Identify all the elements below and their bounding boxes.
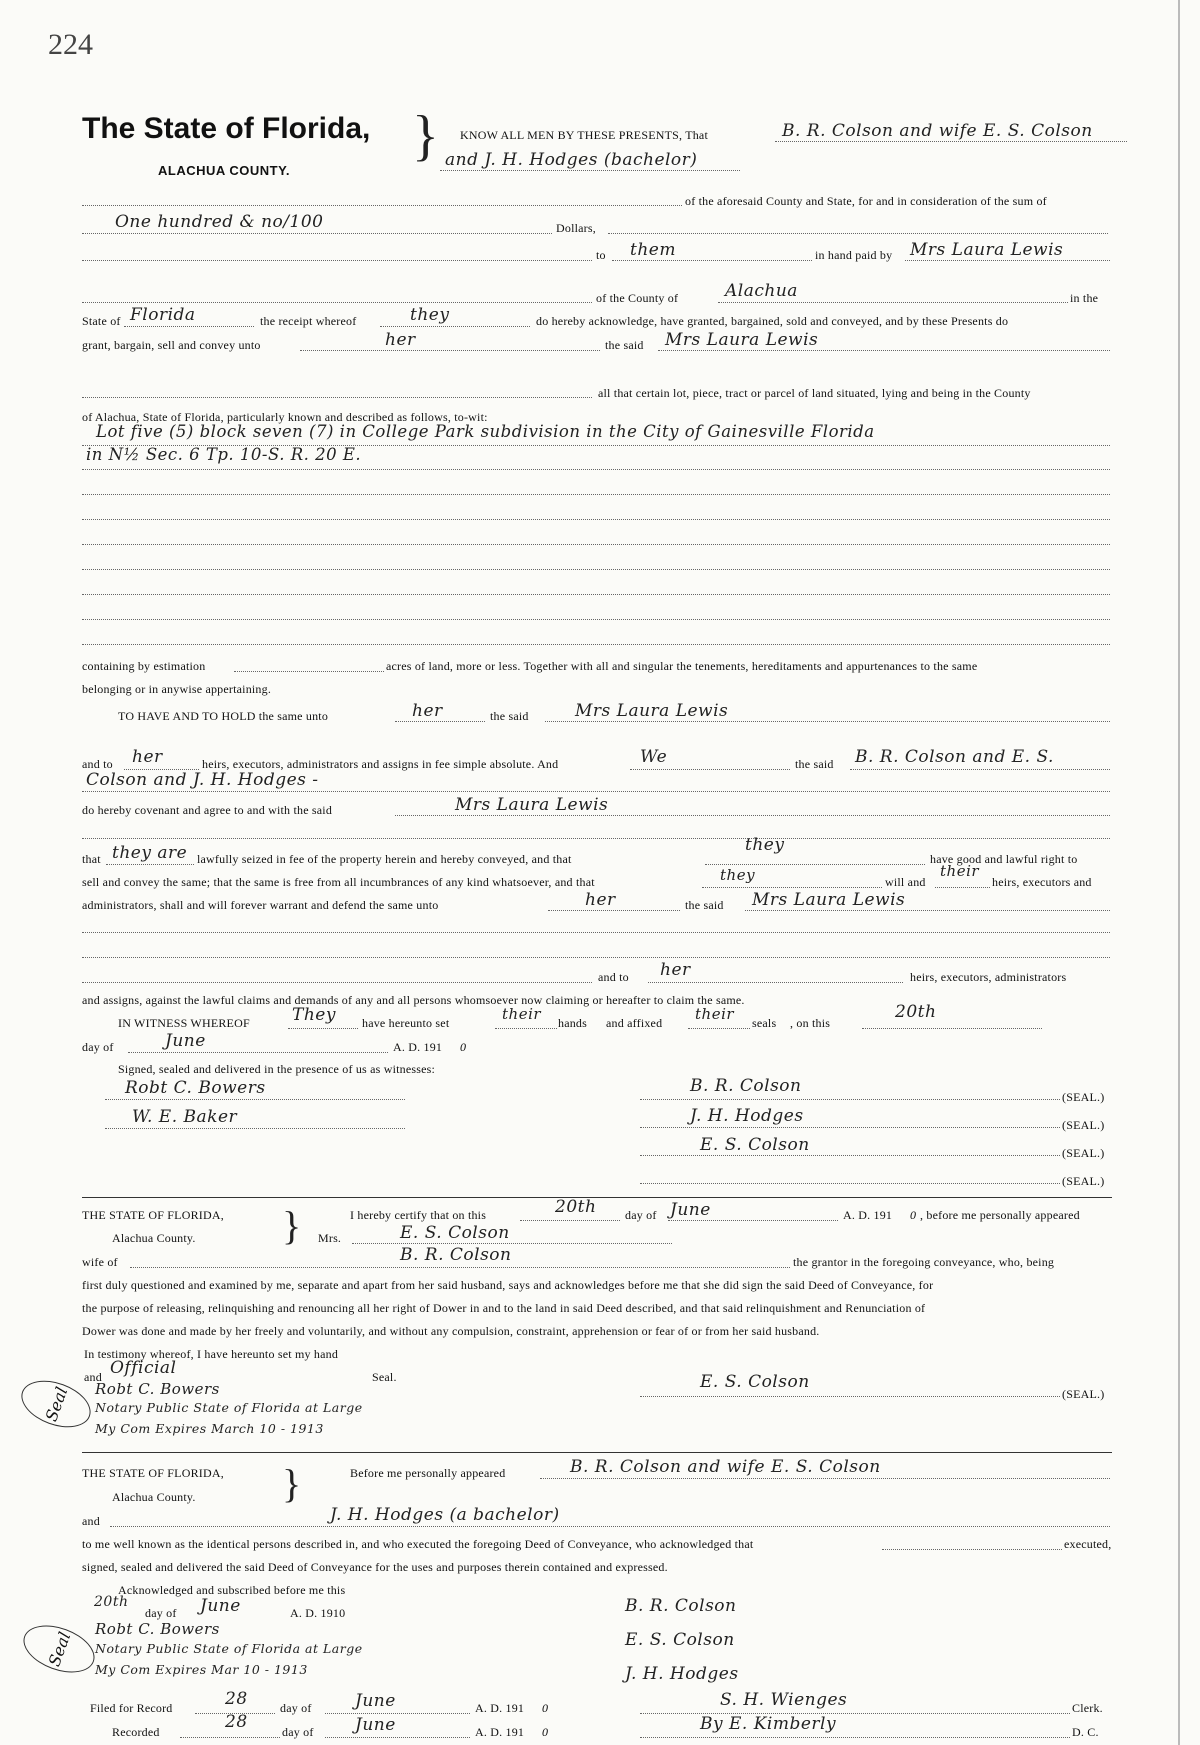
grantor-signature-1: B. R. Colson bbox=[690, 1076, 802, 1096]
deputy-clerk-signature: By E. Kimberly bbox=[700, 1714, 837, 1734]
ack-notary-1: Robt C. Bowers bbox=[95, 1620, 220, 1638]
heirs-admin-text: heirs, executors, administrators bbox=[910, 970, 1067, 984]
seal-label-1: (SEAL.) bbox=[1062, 1090, 1105, 1104]
recorded-day-of: day of bbox=[282, 1725, 314, 1739]
dower-year: 0 bbox=[910, 1208, 917, 1222]
the-said-label: the said bbox=[605, 338, 644, 352]
clerk-signature: S. H. Wienges bbox=[720, 1690, 848, 1710]
will-and-text: will and bbox=[885, 875, 926, 889]
ack-para-1: to me well known as the identical persons described in, and who executed the foregoing Deed of Conveyance, who acknowledged that bbox=[82, 1537, 754, 1551]
covenant-name: Mrs Laura Lewis bbox=[455, 795, 609, 815]
dower-notary-3: My Com Expires March 10 - 1913 bbox=[95, 1421, 324, 1436]
ack-signature-3: J. H. Hodges bbox=[625, 1664, 739, 1684]
dower-brace: } bbox=[282, 1203, 302, 1248]
page-number: 224 bbox=[48, 28, 93, 61]
hands-label: hands bbox=[558, 1016, 587, 1030]
ack-brace: } bbox=[282, 1461, 302, 1506]
witness-day: 20th bbox=[895, 1002, 937, 1022]
dower-county: Alachua County. bbox=[112, 1231, 196, 1245]
state-name: Florida bbox=[130, 305, 196, 325]
witness1-signature: Robt C. Bowers bbox=[125, 1078, 266, 1098]
dower-signature: E. S. Colson bbox=[700, 1372, 810, 1392]
ack-and: and bbox=[82, 1514, 100, 1528]
seal-label-3: (SEAL.) bbox=[1062, 1146, 1105, 1160]
habendum-pronoun: her bbox=[412, 701, 443, 721]
ack-signature-1: B. R. Colson bbox=[625, 1596, 737, 1616]
dower-para-2: the purpose of releasing, relinquishing and renouncing all her right of Dower in and to the land in said Deed described, and that said relinquishment and Renunciation of bbox=[82, 1301, 926, 1315]
dollars-label: Dollars, bbox=[556, 221, 596, 235]
legal-description-1: Lot five (5) block seven (7) in College Park subdivision in the City of Gainesville Florida bbox=[96, 422, 875, 441]
seals-label: seals bbox=[752, 1016, 777, 1030]
official-word: Official bbox=[110, 1358, 177, 1378]
seal-label-4: (SEAL.) bbox=[1062, 1174, 1105, 1188]
in-witness-text: IN WITNESS WHEREOF bbox=[118, 1016, 250, 1030]
ack-acknowledged: Acknowledged and subscribed before me this bbox=[118, 1583, 346, 1597]
dower-notary-1: Robt C. Bowers bbox=[95, 1380, 220, 1398]
seal-label-2: (SEAL.) bbox=[1062, 1118, 1105, 1132]
recorded-day: 28 bbox=[225, 1712, 248, 1732]
have-good-text: have good and lawful right to bbox=[930, 852, 1078, 866]
ack-before-me: Before me personally appeared bbox=[350, 1466, 506, 1480]
testimony-text: In testimony whereof, I have hereunto set my hand bbox=[84, 1347, 339, 1361]
ack-day: 20th bbox=[94, 1594, 129, 1610]
seizin-her: her bbox=[585, 890, 616, 910]
to-label: to bbox=[596, 248, 606, 262]
dower-day: 20th bbox=[555, 1197, 597, 1217]
seal-word: Seal. bbox=[372, 1370, 397, 1384]
county-name: Alachua bbox=[725, 281, 798, 301]
to-have-text: TO HAVE AND TO HOLD the same unto bbox=[118, 709, 329, 723]
seizin-said: the said bbox=[685, 898, 724, 912]
consideration-text: of the aforesaid County and State, for and in consideration of the sum of bbox=[685, 194, 1047, 208]
sum-value: One hundred & no/100 bbox=[115, 212, 324, 232]
county-heading: ALACHUA COUNTY. bbox=[158, 163, 290, 178]
dower-and: and bbox=[84, 1370, 102, 1384]
witness-pronoun: They bbox=[292, 1005, 336, 1025]
state-of-label: State of bbox=[82, 314, 121, 328]
dc-label: D. C. bbox=[1072, 1725, 1099, 1739]
filed-day-of: day of bbox=[280, 1701, 312, 1715]
seizin-and-to: and to bbox=[598, 970, 629, 984]
wife-of-label: wife of bbox=[82, 1255, 118, 1269]
heirs-exec-text: heirs, executors and bbox=[992, 875, 1092, 889]
ack-ad: A. D. 1910 bbox=[290, 1606, 346, 1620]
grant-unto-text: grant, bargain, sell and convey unto bbox=[82, 338, 261, 352]
on-this-label: , on this bbox=[790, 1016, 831, 1030]
ack-names-1: B. R. Colson and wife E. S. Colson bbox=[570, 1457, 881, 1477]
their-2: their bbox=[695, 1005, 735, 1023]
ack-notary-3: My Com Expires Mar 10 - 1913 bbox=[95, 1662, 308, 1677]
and-affixed: and affixed bbox=[606, 1016, 663, 1030]
county-of-label: of the County of bbox=[596, 291, 679, 305]
certify-text: I hereby certify that on this bbox=[350, 1208, 487, 1222]
recorded-year: 0 bbox=[542, 1725, 549, 1739]
acres-text: acres of land, more or less. Together with all and singular the tenements, hereditaments and appurtenances to the same bbox=[386, 659, 978, 673]
ack-county: Alachua County. bbox=[112, 1490, 196, 1504]
receipt-label: the receipt whereof bbox=[260, 314, 357, 328]
habendum-said-2: the said bbox=[795, 757, 834, 771]
page-edge-line bbox=[1178, 0, 1180, 1745]
ack-state: THE STATE OF FLORIDA, bbox=[82, 1466, 224, 1480]
witness-month: June bbox=[165, 1031, 206, 1051]
mrs-label: Mrs. bbox=[318, 1231, 342, 1245]
grantor-signature-3: E. S. Colson bbox=[700, 1135, 810, 1155]
grantors-line2: and J. H. Hodges (bachelor) bbox=[445, 150, 698, 170]
habendum-said: the said bbox=[490, 709, 529, 723]
grantors-line1: B. R. Colson and wife E. S. Colson bbox=[782, 121, 1093, 141]
filed-year: 0 bbox=[542, 1701, 549, 1715]
ack-notary-2: Notary Public State of Florida at Large bbox=[95, 1641, 363, 1656]
section-divider-2 bbox=[82, 1452, 1112, 1453]
ack-day-of: day of bbox=[145, 1606, 177, 1620]
administrators-text: administrators, shall and will forever warrant and defend the same unto bbox=[82, 898, 439, 912]
signed-sealed-text: Signed, sealed and delivered in the presence of us as witnesses: bbox=[118, 1062, 436, 1076]
ack-executed: executed, bbox=[1064, 1537, 1112, 1551]
they-are: they are bbox=[112, 843, 188, 863]
of-alachua-text: of Alachua, State of Florida, particularly known and described as follows, to-wit: bbox=[82, 410, 488, 424]
habendum-name: Mrs Laura Lewis bbox=[575, 701, 729, 721]
section-divider-1 bbox=[82, 1197, 1112, 1198]
lawfully-text: lawfully seized in fee of the property herein and hereby conveyed, and that bbox=[197, 852, 572, 866]
filed-day: 28 bbox=[225, 1689, 248, 1709]
grantor-signature-2: J. H. Hodges bbox=[690, 1106, 804, 1126]
know-all-text: KNOW ALL MEN BY THESE PRESENTS, That bbox=[460, 128, 708, 142]
habendum-grantors-2: Colson and J. H. Hodges - bbox=[86, 770, 319, 790]
seizin-and-to-pronoun: her bbox=[660, 960, 691, 980]
to-whom: them bbox=[630, 240, 676, 260]
their-word: their bbox=[940, 862, 980, 880]
dower-day-of: day of bbox=[625, 1208, 657, 1222]
covenant-text: do hereby covenant and agree to and with the said bbox=[82, 803, 333, 817]
mrs-name: E. S. Colson bbox=[400, 1223, 510, 1243]
filed-ad: A. D. 191 bbox=[475, 1701, 525, 1715]
grantee-name: Mrs Laura Lewis bbox=[665, 330, 819, 350]
dower-seal-label: (SEAL.) bbox=[1062, 1387, 1105, 1401]
recorded-month: June bbox=[355, 1715, 396, 1735]
recorded-ad: A. D. 191 bbox=[475, 1725, 525, 1739]
witness-ad: A. D. 191 bbox=[393, 1040, 443, 1054]
dower-para-1: first duly questioned and examined by me, separate and apart from her said husband, says and acknowledges before me that she did sign the said Deed of Conveyance, for bbox=[82, 1278, 934, 1292]
and-to-pronoun: her bbox=[132, 747, 163, 767]
witness2-signature: W. E. Baker bbox=[132, 1107, 238, 1127]
dower-before-me: , before me personally appeared bbox=[920, 1208, 1080, 1222]
have-hereunto: have hereunto set bbox=[362, 1016, 450, 1030]
ack-month: June bbox=[200, 1596, 241, 1616]
paid-by-name: Mrs Laura Lewis bbox=[910, 240, 1064, 260]
assigns-text: and assigns, against the lawful claims and demands of any and all persons whomsoever now claiming or hereafter to claim the same. bbox=[82, 993, 745, 1007]
all-that-certain-text: all that certain lot, piece, tract or parcel of land situated, lying and being in the County bbox=[598, 386, 1031, 400]
dower-state: THE STATE OF FLORIDA, bbox=[82, 1208, 224, 1222]
ack-signature-2: E. S. Colson bbox=[625, 1630, 735, 1650]
grantee-pronoun: her bbox=[385, 330, 416, 350]
heirs-text: heirs, executors, administrators and assigns in fee simple absolute. And bbox=[202, 757, 559, 771]
belonging-text: belonging or in anywise appertaining. bbox=[82, 682, 272, 696]
we-word: We bbox=[640, 747, 668, 767]
sell-convey-text: sell and convey the same; that the same is free from all incumbrances of any kind whatsoever, and that bbox=[82, 875, 595, 889]
and-to-label: and to bbox=[82, 757, 113, 771]
recorded-label: Recorded bbox=[112, 1725, 160, 1739]
dower-ad: A. D. 191 bbox=[843, 1208, 893, 1222]
filed-label: Filed for Record bbox=[90, 1701, 173, 1715]
legal-description-2: in N½ Sec. 6 Tp. 10-S. R. 20 E. bbox=[86, 445, 362, 464]
ack-names-2: J. H. Hodges (a bachelor) bbox=[330, 1505, 560, 1525]
their-1: their bbox=[502, 1005, 542, 1023]
paid-by-label: in hand paid by bbox=[815, 248, 893, 262]
dower-para-3: Dower was done and made by her freely and voluntarily, and without any compulsion, constraint, apprehension or fear of or from her said husband. bbox=[82, 1324, 820, 1338]
receipt-pronoun: they bbox=[410, 305, 450, 325]
witness-day-of: day of bbox=[82, 1040, 114, 1054]
witness-year: 0 bbox=[460, 1040, 467, 1054]
they-2: they bbox=[720, 866, 756, 884]
habendum-grantors-1: B. R. Colson and E. S. bbox=[855, 747, 1054, 767]
filed-month: June bbox=[355, 1691, 396, 1711]
dower-notary-2: Notary Public State of Florida at Large bbox=[95, 1400, 363, 1415]
clerk-label: Clerk. bbox=[1072, 1701, 1103, 1715]
ack-para-2: signed, sealed and delivered the said Deed of Conveyance for the uses and purposes therein contained and expressed. bbox=[82, 1560, 668, 1574]
containing-text: containing by estimation bbox=[82, 659, 206, 673]
in-the-label: in the bbox=[1070, 291, 1099, 305]
seizin-name: Mrs Laura Lewis bbox=[752, 890, 906, 910]
dower-seal-stamp: Seal bbox=[15, 1372, 97, 1436]
husband-name: B. R. Colson bbox=[400, 1245, 512, 1265]
grantor-text: the grantor in the foregoing conveyance, who, being bbox=[793, 1255, 1055, 1269]
header-brace: } bbox=[412, 105, 439, 167]
page-title: The State of Florida, bbox=[82, 112, 371, 145]
do-hereby-text: do hereby acknowledge, have granted, bargained, sold and conveyed, and by these Presents do bbox=[536, 314, 1009, 328]
they-1: they bbox=[745, 835, 785, 855]
ack-seal-stamp: Seal bbox=[17, 1617, 101, 1682]
dower-month: June bbox=[670, 1200, 711, 1220]
that-label: that bbox=[82, 852, 101, 866]
